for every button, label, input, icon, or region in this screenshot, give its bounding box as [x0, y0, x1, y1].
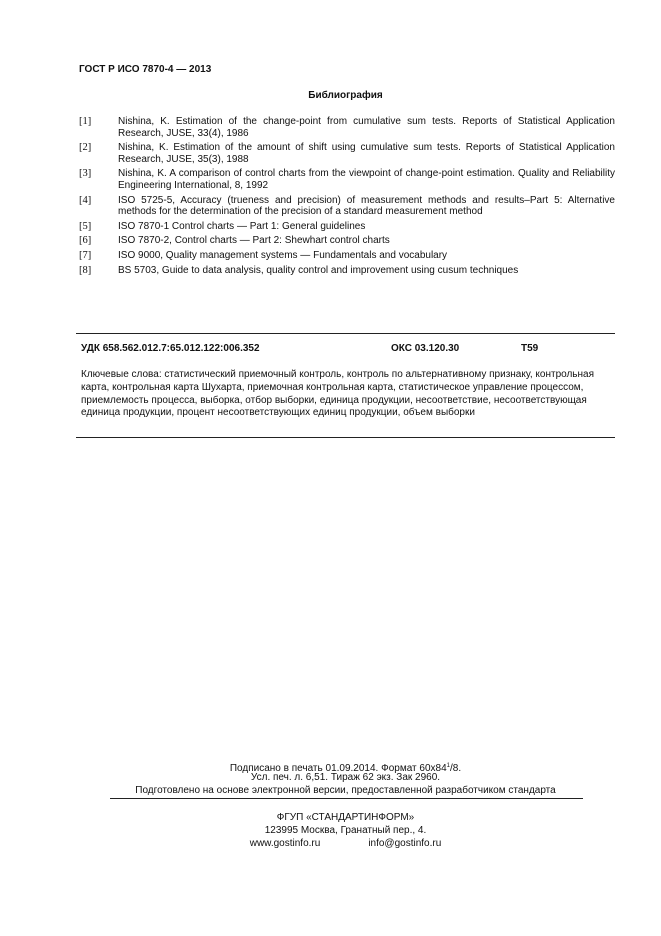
- bibliography-item: [79, 265, 615, 277]
- bibliography-item: [79, 142, 615, 165]
- signed-text: Подписано в печать 01.09.2014. Формат 60x84: [229, 763, 447, 774]
- print-sheets: Усл. печ. л. 6,51. Тираж 62 экз. Зак 2960.: [250, 772, 441, 783]
- oks-code: ОКС 03.120.30: [391, 343, 460, 354]
- imprint-divider: [110, 798, 583, 799]
- ref-number: [8]: [79, 264, 92, 276]
- prepared-note: Подготовлено на основе электронной версии, предоставленной разработчиком стандарта: [135, 785, 556, 796]
- bibliography-item: [79, 221, 615, 233]
- ref-text: Nishina, K. Estimation of the change-point from cumulative sum tests. Reports of Statistical Application Research, JUSE, 33(4), 1986: [118, 116, 615, 139]
- ref-number: [7]: [79, 250, 92, 262]
- format-fraction: /8.: [450, 763, 462, 774]
- bibliography-title: Библиография: [308, 90, 383, 101]
- website-link[interactable]: www.gostinfo.ru: [249, 838, 321, 849]
- ref-text: ISO 5725-5, Accuracy (trueness and precision) of measurement methods and results–Part 5: Alternative methods for the determination of the precision of a standard measurement method: [118, 194, 615, 218]
- ref-number: [6]: [79, 235, 92, 247]
- ref-text: ISO 9000, Quality management systems — Fundamentals and vocabulary: [118, 250, 448, 262]
- format-superscript: 1: [446, 763, 450, 769]
- bibliography-item: [79, 250, 615, 262]
- bibliography-list: [79, 116, 615, 280]
- ref-text: ISO 7870-2, Control charts — Part 2: Shewhart control charts: [118, 235, 390, 247]
- bibliography-item: [79, 235, 615, 247]
- document-header: ГОСТ Р ИСО 7870-4 — 2013: [79, 64, 212, 75]
- t-code: Т59: [521, 343, 539, 354]
- divider-top: [76, 333, 615, 334]
- keywords: Ключевые слова: статистический приемочный контроль, контроль по альтернативному признаку, контрольная карта, контрольная карта Шухарта, приемочная контрольная карта, статистическое управление процессом, приемлемость процесса, выборка, отбор выборки, единица продукции, несоответствие, несоответствующая единица продукции, процент несоответствующих единиц продукции, объем выборки: [81, 369, 595, 419]
- contact-line: [0, 838, 661, 851]
- ref-number: [4]: [79, 194, 92, 206]
- publisher-name: ФГУП «СТАНДАРТИНФОРМ»: [276, 812, 415, 823]
- bibliography-item: [79, 195, 615, 218]
- divider-bottom: [76, 437, 615, 438]
- ref-text: Nishina, K. A comparison of control charts from the viewpoint of change-point estimation. Quality and Reliability Engineering International, 8, 1992: [118, 168, 615, 191]
- email-link[interactable]: info@gostinfo.ru: [368, 838, 442, 849]
- ref-text: ISO 7870-1 Control charts — Part 1: General guidelines: [118, 220, 366, 232]
- bibliography-item: [79, 168, 615, 191]
- ref-number: [3]: [79, 168, 92, 180]
- ref-number: [1]: [79, 116, 92, 127]
- bibliography-item: [79, 116, 615, 139]
- ref-text: BS 5703, Guide to data analysis, quality control and improvement using cusum techniques: [118, 264, 519, 276]
- publisher-address: 123995 Москва, Гранатный пер., 4.: [264, 825, 427, 836]
- ref-text: Nishina, K. Estimation of the amount of shift using cumulative sum tests. Reports of Statistical Application Research, JUSE, 35(3), 1988: [118, 142, 615, 165]
- ref-number: [5]: [79, 220, 92, 232]
- udk-code: УДК 658.562.012.7:65.012.122:006.352: [81, 343, 260, 354]
- ref-number: [2]: [79, 142, 92, 154]
